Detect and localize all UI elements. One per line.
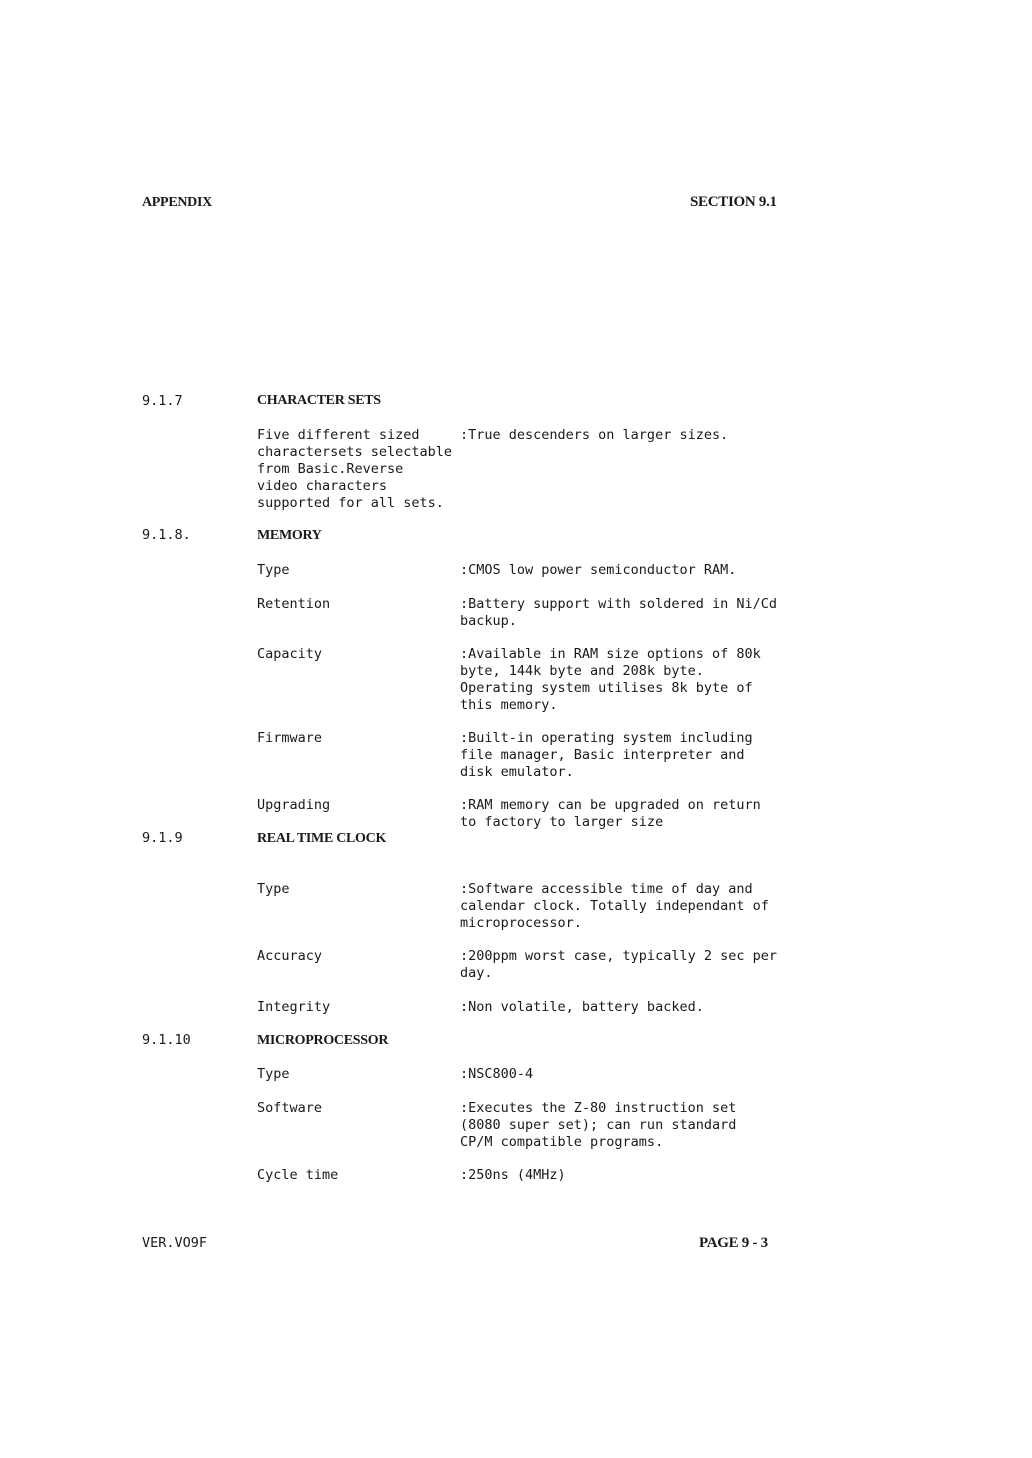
spec-value: :Available in RAM size options of 80k byte, 144k byte and 208k byte. Operating system utilises 8k byte of this memory. [460, 646, 761, 713]
spec-label: Retention [257, 596, 331, 612]
section-title: CHARACTER SETS [257, 393, 381, 408]
header-left: APPENDIX [142, 195, 212, 210]
spec-value: :CMOS low power semiconductor RAM. [460, 562, 737, 578]
section-number: 9.1.10 [142, 1032, 191, 1048]
spec-label: Capacity [257, 646, 323, 662]
spec-value: :Software accessible time of day and calendar clock. Totally independant of microprocessor. [460, 881, 769, 931]
spec-label: Type [257, 1066, 290, 1082]
section-title: MEMORY [257, 528, 322, 543]
spec-value: :200ppm worst case, typically 2 sec per day. [460, 948, 777, 981]
spec-value: :NSC800-4 [460, 1066, 534, 1082]
spec-label: Five different sized charactersets selectable from Basic.Reverse video characters supported for all sets. [257, 427, 453, 511]
section-number: 9.1.7 [142, 393, 183, 409]
section-number: 9.1.9 [142, 830, 183, 846]
spec-label: Type [257, 562, 290, 578]
section-title: REAL TIME CLOCK [257, 831, 387, 846]
footer-page-number: PAGE 9 - 3 [699, 1235, 768, 1251]
spec-label: Upgrading [257, 797, 331, 813]
spec-label: Type [257, 881, 290, 897]
spec-label: Software [257, 1100, 323, 1116]
spec-value: :250ns (4MHz) [460, 1167, 566, 1183]
spec-value: :RAM memory can be upgraded on return to factory to larger size [460, 797, 761, 830]
spec-value: :Non volatile, battery backed. [460, 999, 704, 1015]
footer-version: VER.VO9F [142, 1235, 208, 1251]
spec-label: Integrity [257, 999, 331, 1015]
spec-label: Cycle time [257, 1167, 339, 1183]
spec-value: :Executes the Z-80 instruction set (8080 super set); can run standard CP/M compatible programs. [460, 1100, 737, 1150]
spec-value: :Battery support with soldered in Ni/Cd backup. [460, 596, 777, 629]
spec-label: Firmware [257, 730, 323, 746]
section-number: 9.1.8. [142, 527, 191, 543]
spec-value: :True descenders on larger sizes. [460, 427, 729, 443]
header-right: SECTION 9.1 [690, 194, 777, 210]
section-title: MICROPROCESSOR [257, 1033, 389, 1048]
spec-value: :Built-in operating system including file manager, Basic interpreter and disk emulator. [460, 730, 753, 780]
spec-label: Accuracy [257, 948, 323, 964]
